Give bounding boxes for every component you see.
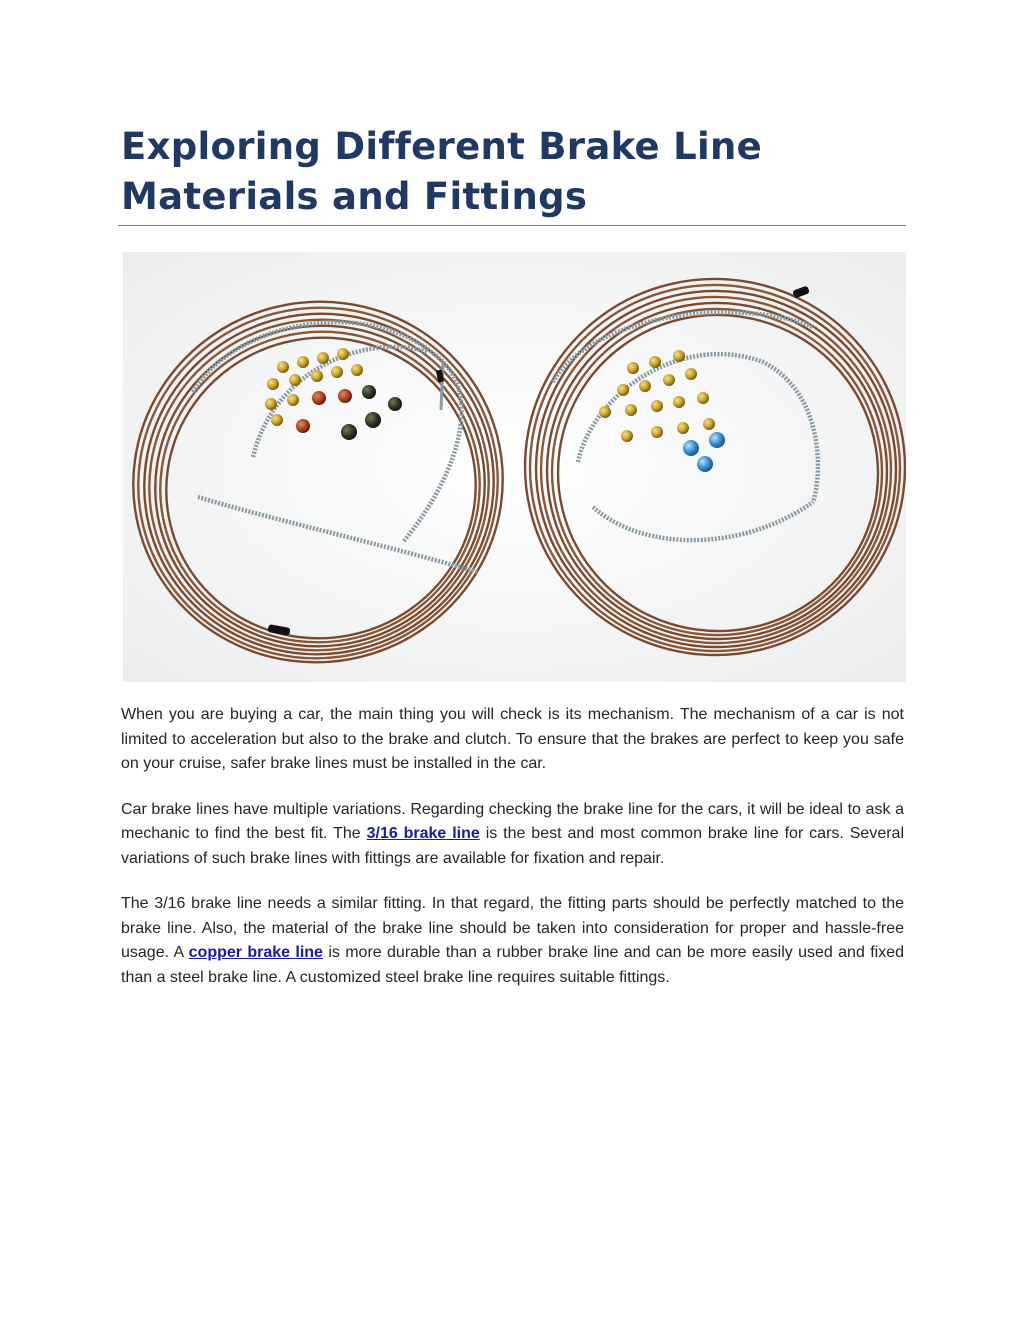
paragraph-3 [121, 892, 904, 990]
paragraph-1: When you are buying a car, the main thing you will check is its mechanism. The mechanism of a car is not limited to acceleration but also to the brake and clutch. To ensure that the brakes are perfect to keep you safe on your cruise, safer brake lines must be installed in the car. [121, 706, 904, 772]
title-line-2: Materials and Fittings [121, 175, 588, 218]
paragraph-2-text-before: Car brake lines have multiple variations. Regarding checking the brake line for the cars, it will be ideal to ask a mechanic to find the best fit. The [121, 800, 904, 842]
paragraph-3-text-after: is more durable than a rubber brake line and can be more easily used and fixed than a steel brake line. A customized steel brake line requires suitable fittings. [121, 944, 905, 986]
paragraph-2 [121, 798, 904, 872]
paragraph-2-text-after: is the best and most common brake line for cars. Several variations of such brake lines with fittings are available for fixation and repair. [121, 825, 904, 867]
title-line-1: Exploring Different Brake Line [121, 125, 762, 168]
link-copper-brake-line[interactable]: copper brake line [188, 944, 323, 961]
article-body [121, 703, 904, 1011]
title-underline-divider [118, 225, 906, 226]
left-sleeve-end [441, 362, 443, 410]
paragraph-3-text-before: The 3/16 brake line needs a similar fitting. In that regard, the fitting parts should be perfectly matched to the brake line. Also, the material of the brake line should be taken into consideration for proper and hassle-free usage. A [121, 895, 904, 961]
page-title [121, 122, 901, 222]
brake-line-coils-photo [123, 252, 906, 682]
link-3-16-brake-line[interactable]: 3/16 brake line [366, 825, 480, 842]
